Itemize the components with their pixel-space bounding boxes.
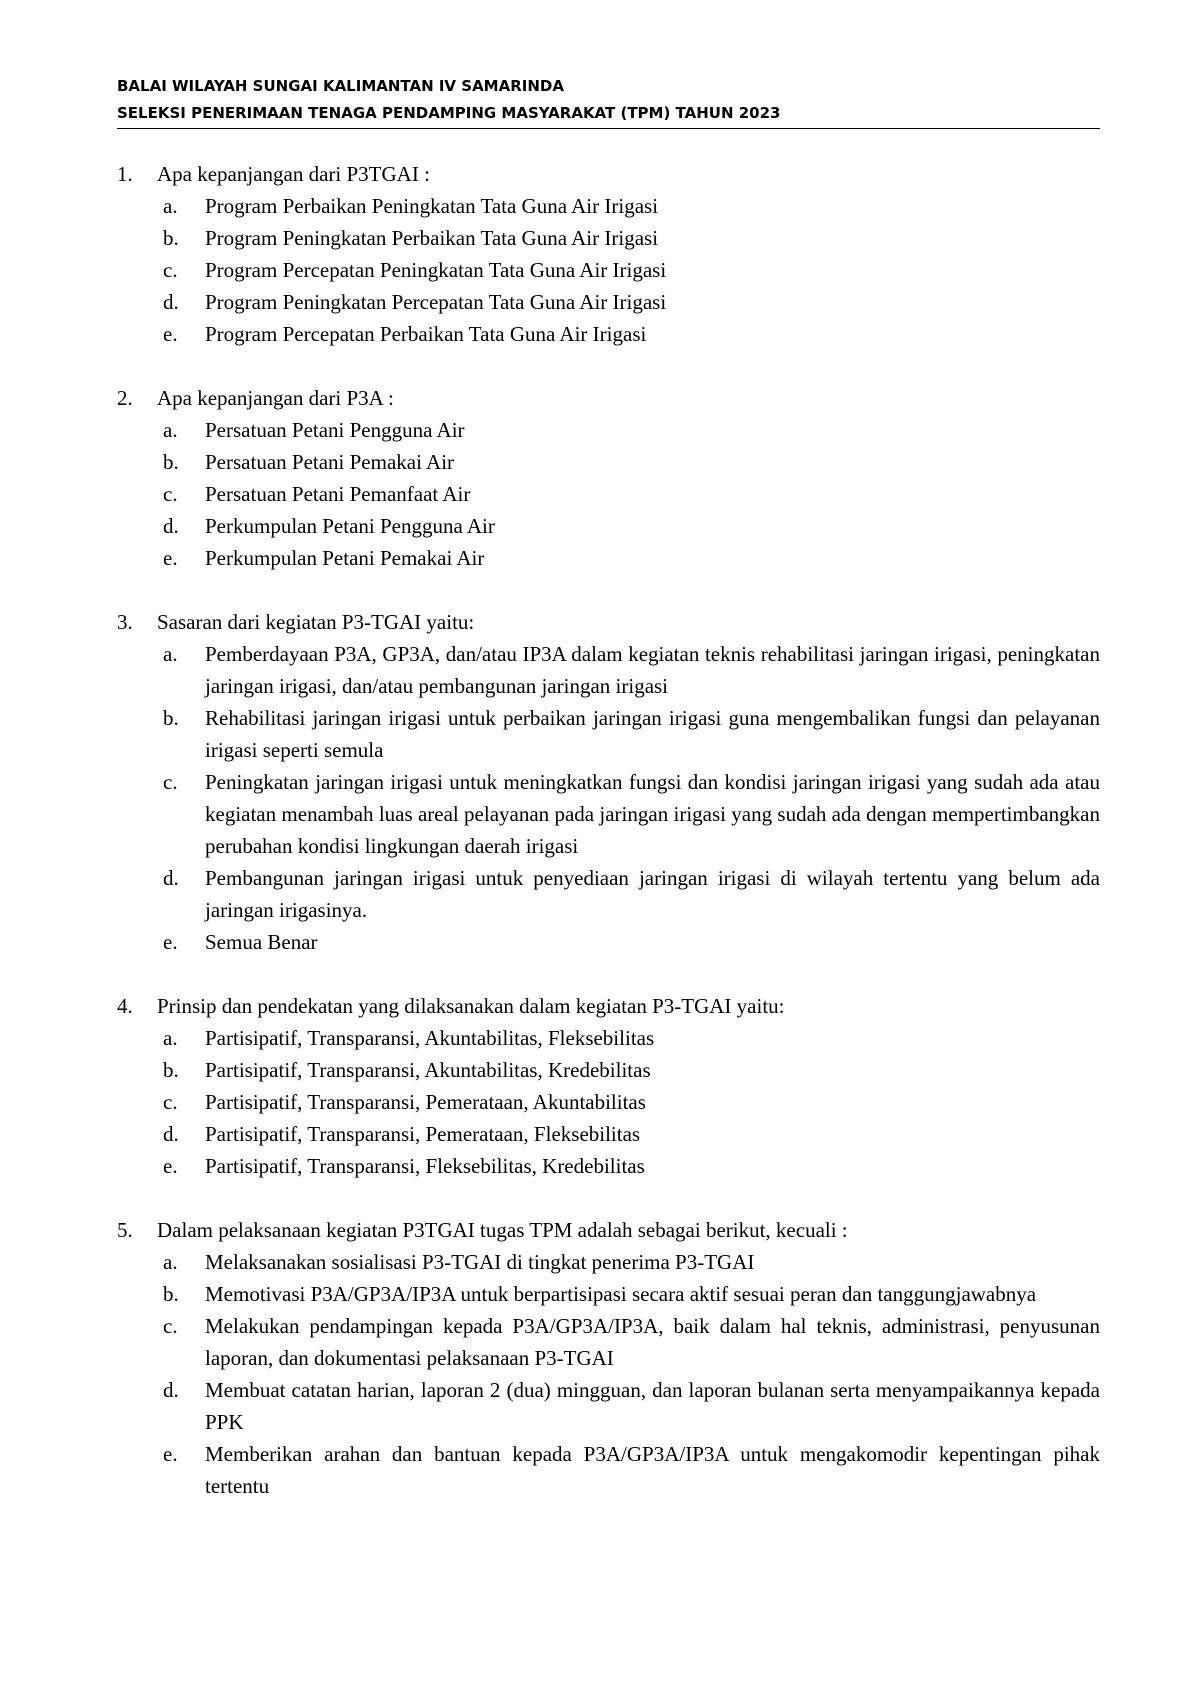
option-text: Persatuan Petani Pengguna Air — [205, 418, 465, 442]
option-text: Partisipatif, Transparansi, Pemerataan, Akuntabilitas — [205, 1090, 646, 1114]
option-text: Melakukan pendampingan kepada P3A/GP3A/IP3A, baik dalam hal teknis, administrasi, penyusunan laporan, dan dokumentasi pelaksanaan P3-TGAI — [205, 1314, 1100, 1370]
option-e — [117, 318, 1100, 350]
option-letter: d. — [163, 1378, 179, 1402]
option-text: Memberikan arahan dan bantuan kepada P3A/GP3A/IP3A untuk mengakomodir kepentingan pihak tertentu — [205, 1442, 1100, 1498]
option-d — [117, 286, 1100, 318]
option-letter: e. — [163, 930, 178, 954]
option-list — [117, 1246, 1100, 1502]
option-letter: c. — [163, 770, 178, 794]
option-text: Rehabilitasi jaringan irigasi untuk perbaikan jaringan irigasi guna mengembalikan fungsi dan pelayanan irigasi seperti semula — [205, 706, 1100, 762]
option-c — [117, 254, 1100, 286]
option-a — [117, 638, 1100, 702]
option-text: Pemberdayaan P3A, GP3A, dan/atau IP3A dalam kegiatan teknis rehabilitasi jaringan irigasi, peningkatan jaringan irigasi, dan/atau pembangunan jaringan irigasi — [205, 642, 1100, 698]
option-e — [117, 542, 1100, 574]
question-number: 5. — [117, 1218, 133, 1242]
option-letter: e. — [163, 1154, 178, 1178]
option-letter: d. — [163, 1122, 179, 1146]
option-e — [117, 1438, 1100, 1502]
question-3 — [117, 606, 1100, 958]
document-header — [117, 73, 1100, 127]
question-row — [117, 382, 1100, 414]
option-b — [117, 1278, 1100, 1310]
option-letter: a. — [163, 418, 178, 442]
option-list — [117, 190, 1100, 350]
option-text: Persatuan Petani Pemanfaat Air — [205, 482, 471, 506]
header-divider — [117, 128, 1100, 129]
option-e — [117, 1150, 1100, 1182]
option-a — [117, 1022, 1100, 1054]
option-a — [117, 190, 1100, 222]
option-text: Partisipatif, Transparansi, Akuntabilitas, Fleksebilitas — [205, 1026, 655, 1050]
option-text: Partisipatif, Transparansi, Akuntabilitas, Kredebilitas — [205, 1058, 651, 1082]
option-text: Peningkatan jaringan irigasi untuk meningkatkan fungsi dan kondisi jaringan irigasi yang sudah ada atau kegiatan menambah luas areal pelayanan pada jaringan irigasi yang sudah ada dengan mempertimbangkan perubahan kondisi lingkungan daerah irigasi — [205, 770, 1100, 858]
header-institution: BALAI WILAYAH SUNGAI KALIMANTAN IV SAMARINDA — [117, 77, 564, 95]
option-list — [117, 1022, 1100, 1182]
option-a — [117, 414, 1100, 446]
option-text: Program Perbaikan Peningkatan Tata Guna Air Irigasi — [205, 194, 659, 218]
question-number: 4. — [117, 994, 133, 1018]
question-2 — [117, 382, 1100, 574]
option-list — [117, 638, 1100, 958]
option-text: Semua Benar — [205, 930, 318, 954]
option-letter: b. — [163, 226, 179, 250]
option-letter: d. — [163, 514, 179, 538]
option-text: Persatuan Petani Pemakai Air — [205, 450, 455, 474]
option-d — [117, 862, 1100, 926]
question-list — [117, 158, 1100, 1534]
question-text: Dalam pelaksanaan kegiatan P3TGAI tugas TPM adalah sebagai berikut, kecuali : — [157, 1218, 848, 1242]
option-text: Melaksanakan sosialisasi P3-TGAI di tingkat penerima P3-TGAI — [205, 1250, 755, 1274]
option-letter: c. — [163, 1314, 178, 1338]
option-d — [117, 1374, 1100, 1438]
option-letter: e. — [163, 322, 178, 346]
option-text: Memotivasi P3A/GP3A/IP3A untuk berpartisipasi secara aktif sesuai peran dan tanggungjawabnya — [205, 1282, 1037, 1306]
option-list — [117, 414, 1100, 574]
option-text: Partisipatif, Transparansi, Fleksebilitas, Kredebilitas — [205, 1154, 645, 1178]
option-b — [117, 702, 1100, 766]
option-text: Program Peningkatan Percepatan Tata Guna Air Irigasi — [205, 290, 667, 314]
header-exam-title: SELEKSI PENERIMAAN TENAGA PENDAMPING MASYARAKAT (TPM) TAHUN 2023 — [117, 104, 781, 122]
question-text: Prinsip dan pendekatan yang dilaksanakan dalam kegiatan P3-TGAI yaitu: — [157, 994, 785, 1018]
option-text: Pembangunan jaringan irigasi untuk penyediaan jaringan irigasi di wilayah tertentu yang belum ada jaringan irigasinya. — [205, 866, 1100, 922]
question-4 — [117, 990, 1100, 1182]
option-d — [117, 510, 1100, 542]
question-text: Sasaran dari kegiatan P3-TGAI yaitu: — [157, 610, 475, 634]
option-letter: c. — [163, 1090, 178, 1114]
option-b — [117, 222, 1100, 254]
option-letter: b. — [163, 1282, 179, 1306]
option-letter: d. — [163, 866, 179, 890]
question-1 — [117, 158, 1100, 350]
option-letter: b. — [163, 1058, 179, 1082]
option-c — [117, 1086, 1100, 1118]
option-b — [117, 1054, 1100, 1086]
question-row — [117, 990, 1100, 1022]
question-row — [117, 606, 1100, 638]
option-letter: d. — [163, 290, 179, 314]
option-d — [117, 1118, 1100, 1150]
option-letter: c. — [163, 482, 178, 506]
option-text: Perkumpulan Petani Pemakai Air — [205, 546, 485, 570]
option-text: Partisipatif, Transparansi, Pemerataan, Fleksebilitas — [205, 1122, 641, 1146]
option-letter: e. — [163, 1442, 178, 1466]
question-row — [117, 158, 1100, 190]
option-letter: a. — [163, 1250, 178, 1274]
option-letter: a. — [163, 1026, 178, 1050]
option-letter: b. — [163, 706, 179, 730]
option-c — [117, 478, 1100, 510]
option-letter: e. — [163, 546, 178, 570]
question-text: Apa kepanjangan dari P3A : — [157, 386, 394, 410]
option-text: Perkumpulan Petani Pengguna Air — [205, 514, 495, 538]
question-row — [117, 1214, 1100, 1246]
option-letter: c. — [163, 258, 178, 282]
option-letter: b. — [163, 450, 179, 474]
question-number: 2. — [117, 386, 133, 410]
option-c — [117, 766, 1100, 862]
option-e — [117, 926, 1100, 958]
option-text: Program Percepatan Peningkatan Tata Guna Air Irigasi — [205, 258, 667, 282]
option-c — [117, 1310, 1100, 1374]
question-number: 1. — [117, 162, 133, 186]
option-text: Membuat catatan harian, laporan 2 (dua) mingguan, dan laporan bulanan serta menyampaikannya kepada PPK — [205, 1378, 1100, 1434]
option-a — [117, 1246, 1100, 1278]
option-text: Program Percepatan Perbaikan Tata Guna Air Irigasi — [205, 322, 647, 346]
question-text: Apa kepanjangan dari P3TGAI : — [157, 162, 430, 186]
question-number: 3. — [117, 610, 133, 634]
option-text: Program Peningkatan Perbaikan Tata Guna Air Irigasi — [205, 226, 659, 250]
option-letter: a. — [163, 194, 178, 218]
question-5 — [117, 1214, 1100, 1502]
option-b — [117, 446, 1100, 478]
option-letter: a. — [163, 642, 178, 666]
